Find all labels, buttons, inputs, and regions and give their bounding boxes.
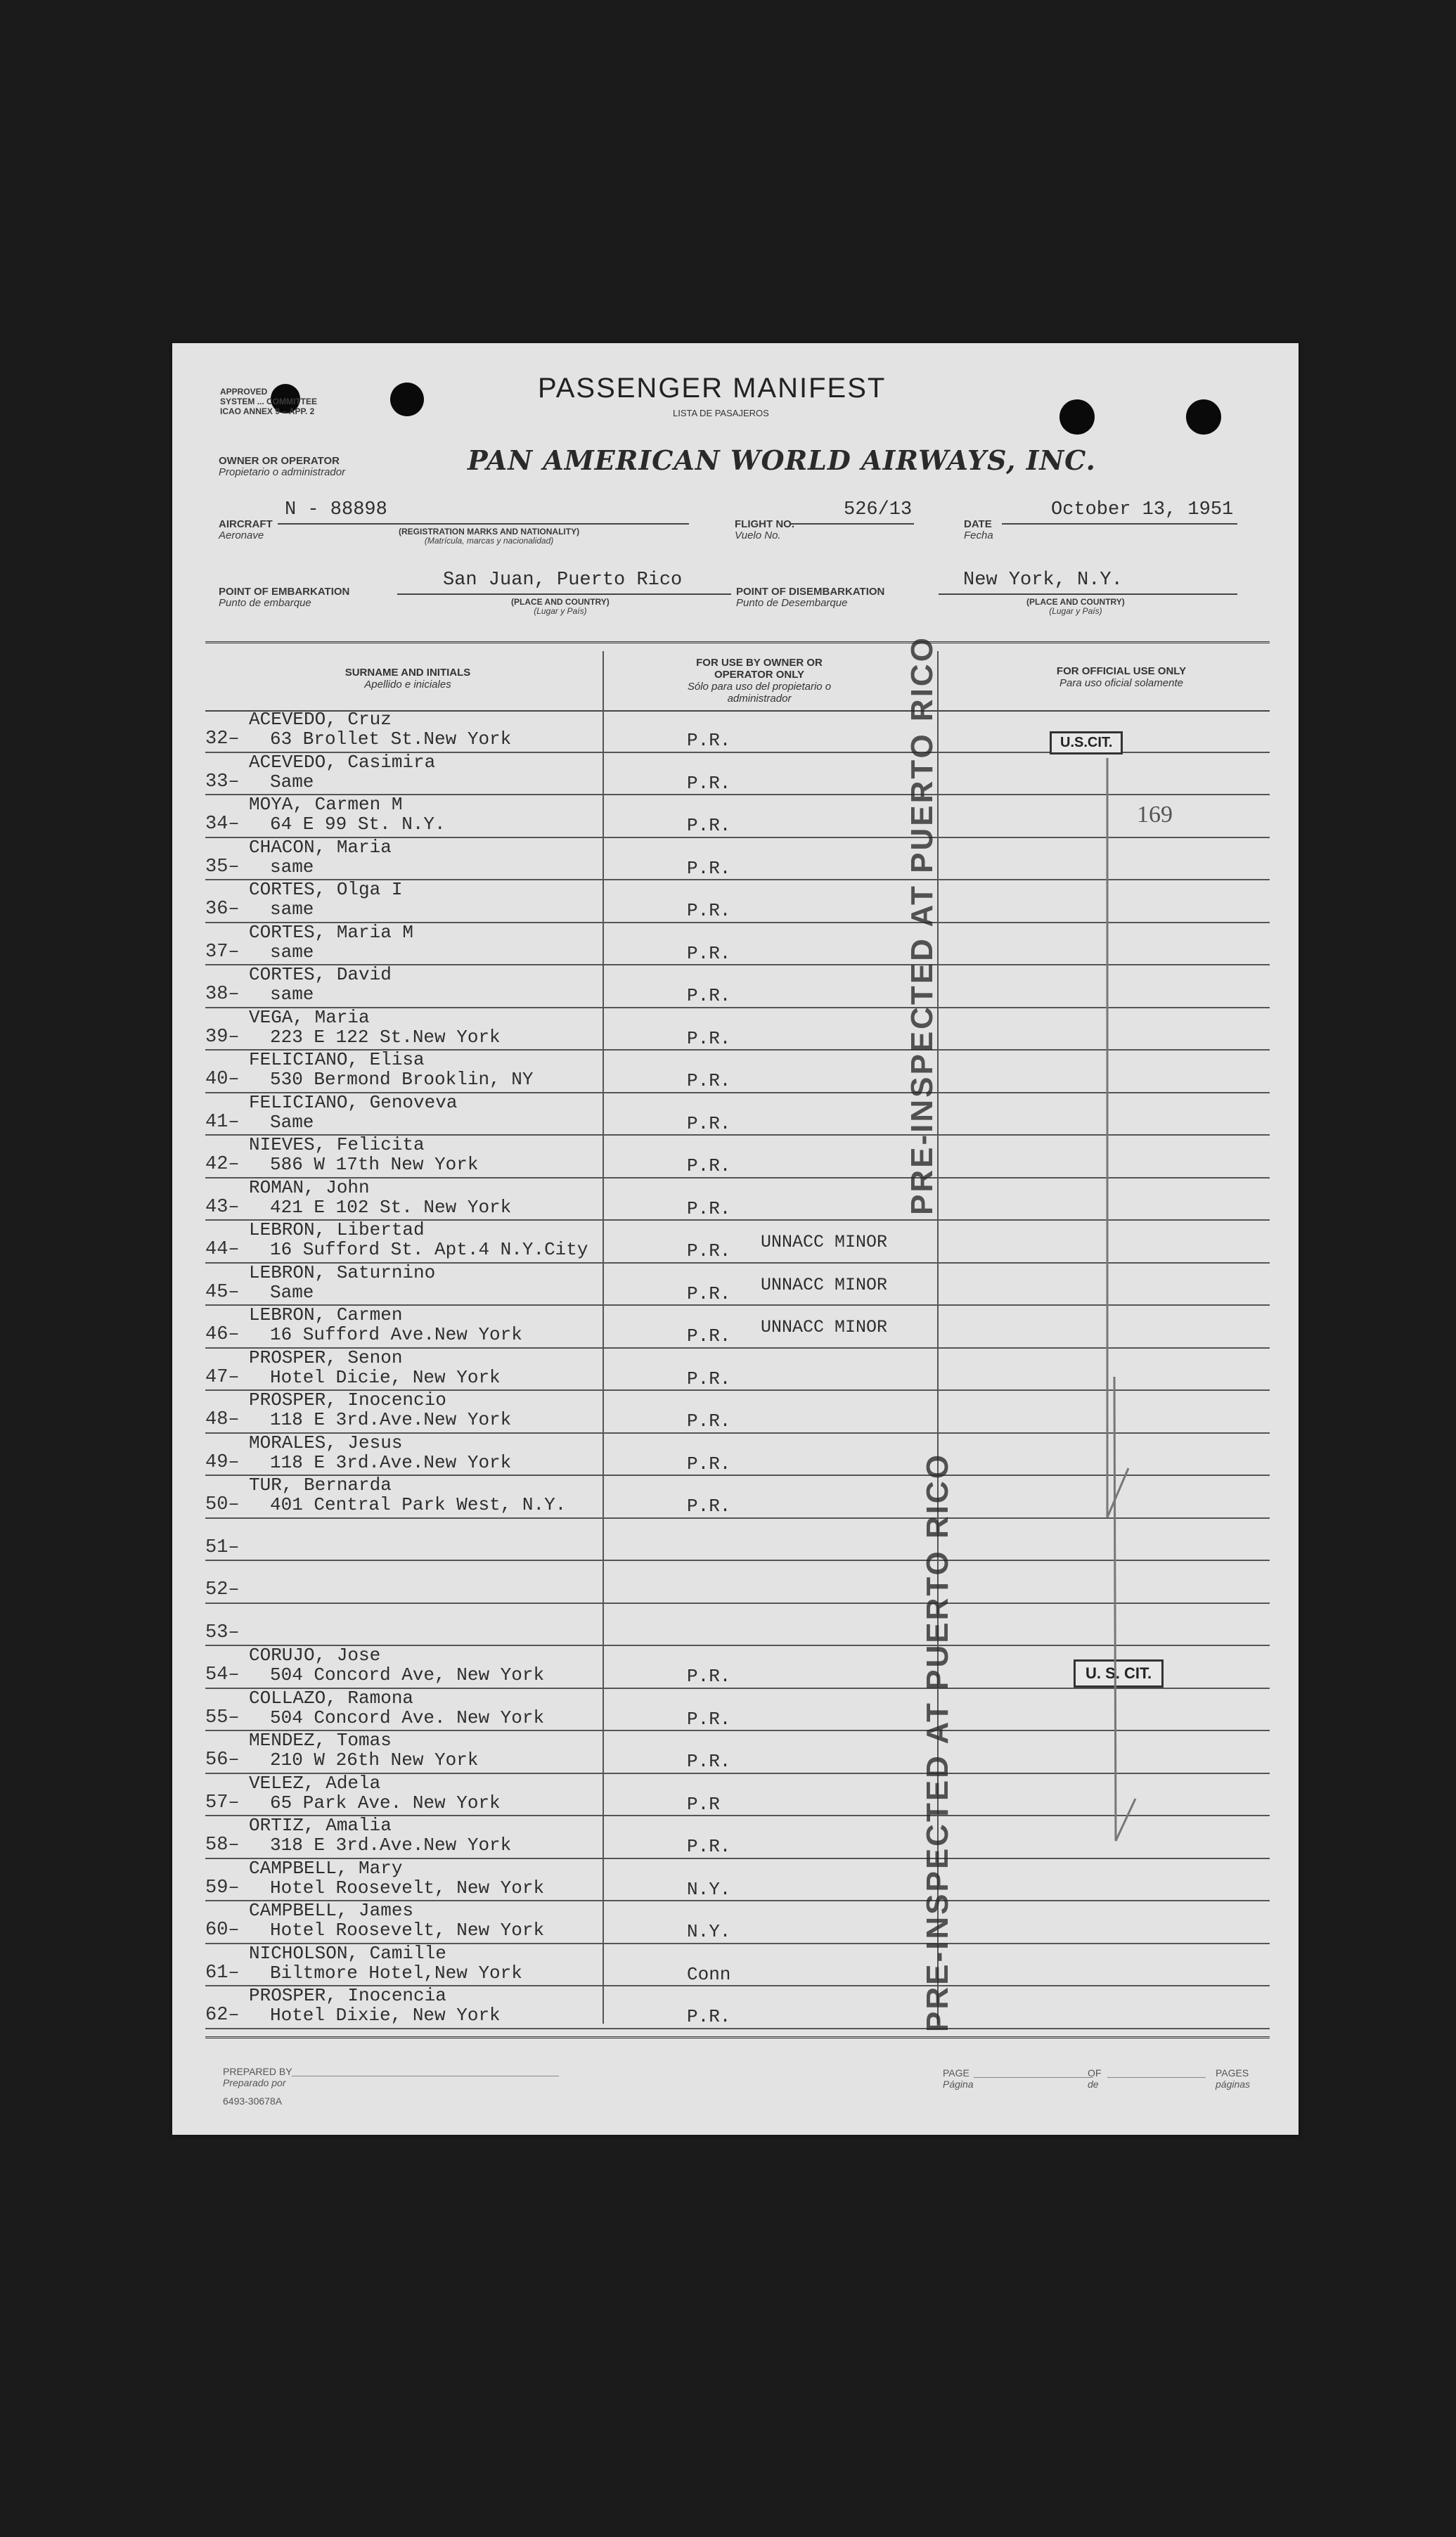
- passenger-name: CORTES, Maria M: [249, 921, 414, 943]
- row-number: 59–: [205, 1877, 240, 1899]
- owner-use-value: N.Y.: [687, 1878, 731, 1900]
- passenger-name: CORUJO, Jose: [249, 1645, 381, 1666]
- row-number: 51–: [205, 1536, 240, 1558]
- row-number: 58–: [205, 1835, 240, 1856]
- date-value: October 13, 1951: [1051, 499, 1234, 520]
- passenger-name: CAMPBELL, James: [249, 1900, 414, 1921]
- aircraft-value: N - 88898: [285, 499, 387, 520]
- row-number: 44–: [205, 1239, 240, 1260]
- row-number: 43–: [205, 1196, 240, 1218]
- owner-use-value: P.R.: [687, 1325, 731, 1347]
- passenger-name: CORTES, David: [249, 964, 392, 985]
- row-number: 38–: [205, 984, 240, 1005]
- row-number: 60–: [205, 1920, 240, 1941]
- table-row: [205, 1901, 1270, 1944]
- passenger-name: VEGA, Maria: [249, 1006, 370, 1028]
- passenger-address: Hotel Roosevelt, New York: [270, 1877, 545, 1899]
- row-number: 54–: [205, 1664, 240, 1685]
- table-top-rule: [205, 641, 1270, 643]
- date-label: DATE Fecha: [964, 518, 993, 541]
- table-row: [205, 1986, 1270, 2029]
- passenger-address: 65 Park Ave. New York: [270, 1792, 501, 1813]
- row-number: 40–: [205, 1069, 240, 1090]
- date-underline: [1002, 523, 1237, 525]
- disembark-underline: [939, 593, 1237, 595]
- passenger-address: 63 Brollet St.New York: [270, 728, 512, 750]
- passenger-address: same: [270, 856, 314, 878]
- of-label: OF de: [1088, 2067, 1102, 2090]
- row-number: 36–: [205, 899, 240, 920]
- page-line: [974, 2077, 1093, 2078]
- owner-use-value: P.R.: [687, 815, 731, 836]
- row-number: 46–: [205, 1324, 240, 1345]
- passenger-name: MENDEZ, Tomas: [249, 1730, 392, 1751]
- table-bottom-rule: [205, 2036, 1270, 2038]
- passenger-address: 223 E 122 St.New York: [270, 1026, 501, 1048]
- passenger-address: 16 Sufford Ave.New York: [270, 1324, 522, 1345]
- aircraft-underline: [278, 523, 689, 525]
- passenger-address: 504 Concord Ave. New York: [270, 1707, 545, 1728]
- owner-use-value: P.R.: [687, 1240, 731, 1261]
- owner-use-value: Conn: [687, 1963, 731, 1985]
- passenger-address: 210 W 26th New York: [270, 1749, 479, 1771]
- punch-hole: [390, 383, 424, 416]
- owner-use-value: P.R.: [687, 985, 731, 1006]
- punch-hole: [1059, 399, 1095, 435]
- owner-use-value: P.R.: [687, 1708, 731, 1730]
- punch-hole: [1186, 399, 1221, 435]
- row-number: 61–: [205, 1962, 240, 1984]
- row-number: 42–: [205, 1154, 240, 1175]
- preinspected-stamp: PRE-INSPECTED AT PUERTO RICO: [920, 1453, 955, 2032]
- row-rule: [205, 2028, 1270, 2029]
- passenger-name: LEBRON, Libertad: [249, 1219, 425, 1240]
- passenger-name: COLLAZO, Ramona: [249, 1687, 414, 1709]
- passenger-name: LEBRON, Carmen: [249, 1304, 403, 1325]
- preinspected-stamp: PRE-INSPECTED AT PUERTO RICO: [905, 636, 939, 1215]
- passenger-address: Same: [270, 1281, 314, 1303]
- row-number: 57–: [205, 1792, 240, 1813]
- embark-place-note: (PLACE AND COUNTRY) (Lugar y País): [511, 597, 610, 616]
- passenger-address: 401 Central Park West, N.Y.: [270, 1494, 567, 1515]
- passenger-name: FELICIANO, Genoveva: [249, 1091, 458, 1113]
- flight-label: FLIGHT NO. Vuelo No.: [735, 518, 794, 541]
- us-citizen-stamp: U.S.CIT.: [1050, 731, 1123, 754]
- owner-use-value: P.R.: [687, 1283, 731, 1304]
- row-number: 39–: [205, 1026, 240, 1048]
- owner-use-value: P.R.: [687, 1368, 731, 1389]
- prepared-by-label: PREPARED BY Preparado por 6493-30678A: [223, 2066, 292, 2107]
- passenger-name: NIEVES, Felicita: [249, 1134, 425, 1155]
- owner-use-value: P.R.: [687, 772, 731, 794]
- passenger-address: 421 E 102 St. New York: [270, 1196, 512, 1218]
- passenger-name: CORTES, Olga I: [249, 879, 403, 900]
- owner-use-value: P.R.: [687, 1836, 731, 1857]
- passenger-address: 504 Concord Ave, New York: [270, 1664, 545, 1685]
- passenger-address: Same: [270, 771, 314, 792]
- passenger-name: ACEVEDO, Cruz: [249, 709, 392, 730]
- table-row: [205, 1944, 1270, 1987]
- passenger-address: 318 E 3rd.Ave.New York: [270, 1835, 512, 1856]
- owner-use-value: P.R.: [687, 1197, 731, 1219]
- passenger-name: CAMPBELL, Mary: [249, 1857, 403, 1879]
- passenger-address: Biltmore Hotel,New York: [270, 1962, 522, 1984]
- remark: UNNACC MINOR: [761, 1274, 888, 1295]
- owner-use-value: P.R.: [687, 2006, 731, 2027]
- row-number: 48–: [205, 1409, 240, 1430]
- column-header-official: FOR OFFICIAL USE ONLY Para uso oficial solamente: [1056, 665, 1187, 689]
- row-number: 52–: [205, 1579, 240, 1600]
- remark: UNNACC MINOR: [761, 1232, 888, 1252]
- passenger-name: VELEZ, Adela: [249, 1772, 381, 1794]
- passenger-address: 118 E 3rd.Ave.New York: [270, 1409, 512, 1430]
- row-number: 56–: [205, 1749, 240, 1771]
- row-number: 41–: [205, 1111, 240, 1133]
- row-number: 50–: [205, 1494, 240, 1515]
- of-line: [1107, 2077, 1206, 2078]
- page-subtitle: LISTA DE PASAJEROS: [673, 408, 769, 418]
- row-number: 62–: [205, 2005, 240, 2026]
- passenger-address: 586 W 17th New York: [270, 1154, 479, 1175]
- passenger-address: 118 E 3rd.Ave.New York: [270, 1451, 512, 1473]
- manifest-sheet: [172, 343, 1299, 2135]
- embark-label: POINT OF EMBARKATION Punto de embarque: [219, 586, 350, 609]
- row-number: 53–: [205, 1621, 240, 1643]
- passenger-address: Hotel Dixie, New York: [270, 2005, 501, 2026]
- passenger-name: ROMAN, John: [249, 1176, 370, 1198]
- passenger-name: ORTIZ, Amalia: [249, 1815, 392, 1836]
- disembark-place-note: (PLACE AND COUNTRY) (Lugar y País): [1026, 597, 1125, 616]
- passenger-address: same: [270, 899, 314, 920]
- passenger-name: FELICIANO, Elisa: [249, 1049, 425, 1070]
- embark-value: San Juan, Puerto Rico: [443, 570, 683, 591]
- passenger-address: 16 Sufford St. Apt.4 N.Y.City: [270, 1239, 588, 1260]
- flight-underline: [791, 523, 914, 525]
- disembark-label: POINT OF DISEMBARKATION Punto de Desembarque: [736, 586, 885, 609]
- owner-use-value: N.Y.: [687, 1921, 731, 1942]
- passenger-name: ACEVEDO, Casimira: [249, 751, 436, 773]
- owner-label: OWNER OR OPERATOR Propietario o administrador: [219, 455, 346, 478]
- row-number: 33–: [205, 771, 240, 792]
- passenger-address: Hotel Roosevelt, New York: [270, 1920, 545, 1941]
- row-number: 49–: [205, 1451, 240, 1473]
- us-citizen-stamp: U. S. CIT.: [1074, 1659, 1164, 1688]
- passenger-name: MORALES, Jesus: [249, 1432, 403, 1453]
- page-label: PAGE Página: [943, 2067, 974, 2090]
- aircraft-note: (REGISTRATION MARKS AND NATIONALITY) (Matrícula, marcas y nacionalidad): [399, 527, 580, 546]
- remark: UNNACC MINOR: [761, 1317, 888, 1337]
- passenger-name: CHACON, Maria: [249, 836, 392, 858]
- row-number: 32–: [205, 728, 240, 750]
- owner-use-value: P.R.: [687, 900, 731, 921]
- owner-use-value: P.R.: [687, 942, 731, 964]
- passenger-address: same: [270, 984, 314, 1005]
- passenger-address: 530 Bermond Brooklin, NY: [270, 1069, 534, 1090]
- form-approval-note: APPROVED SYSTEM ... COMMITTEE ICAO ANNEX 9 – APP. 2: [220, 387, 318, 416]
- pencil-check-mark: [1065, 758, 1149, 1883]
- column-header-name: SURNAME AND INITIALS Apellido e iniciales: [344, 667, 471, 691]
- disembark-value: New York, N.Y.: [963, 570, 1123, 591]
- owner-use-value: P.R.: [687, 1155, 731, 1176]
- passenger-name: MOYA, Carmen M: [249, 794, 403, 815]
- row-number: 37–: [205, 941, 240, 963]
- aircraft-label: AIRCRAFT Aeronave: [219, 518, 273, 541]
- passenger-address: Same: [270, 1111, 314, 1133]
- owner-use-value: P.R.: [687, 857, 731, 879]
- owner-use-value: P.R.: [687, 730, 731, 751]
- passenger-name: TUR, Bernarda: [249, 1475, 392, 1496]
- owner-use-value: P.R.: [687, 1070, 731, 1091]
- passenger-count: 169: [1137, 802, 1173, 828]
- owner-use-value: P.R.: [687, 1666, 731, 1687]
- column-header-owner: FOR USE BY OWNER OR OPERATOR ONLY Sólo para uso del propietario o administrador: [687, 657, 832, 705]
- owner-use-value: P.R.: [687, 1453, 731, 1475]
- pages-label: PAGES páginas: [1216, 2067, 1251, 2090]
- owner-use-value: P.R: [687, 1793, 720, 1815]
- passenger-name: PROSPER, Senon: [249, 1347, 403, 1368]
- passenger-address: Hotel Dicie, New York: [270, 1366, 501, 1388]
- row-number: 47–: [205, 1366, 240, 1388]
- owner-use-value: P.R.: [687, 1027, 731, 1049]
- owner-use-value: P.R.: [687, 1496, 731, 1517]
- row-number: 35–: [205, 856, 240, 878]
- flight-number: 526/13: [844, 499, 913, 520]
- airline-name: PAN AMERICAN WORLD AIRWAYS, INC.: [468, 444, 1096, 476]
- passenger-address: 64 E 99 St. N.Y.: [270, 814, 446, 835]
- row-number: 55–: [205, 1707, 240, 1728]
- embark-underline: [397, 593, 731, 595]
- row-number: 34–: [205, 814, 240, 835]
- owner-use-value: P.R.: [687, 1751, 731, 1772]
- passenger-name: LEBRON, Saturnino: [249, 1261, 436, 1283]
- row-number: 45–: [205, 1281, 240, 1303]
- owner-use-value: P.R.: [687, 1112, 731, 1134]
- owner-use-value: P.R.: [687, 1411, 731, 1432]
- page-title: PASSENGER MANIFEST: [538, 373, 887, 404]
- passenger-name: PROSPER, Inocencio: [249, 1389, 446, 1411]
- passenger-name: NICHOLSON, Camille: [249, 1942, 446, 1964]
- passenger-address: same: [270, 941, 314, 963]
- passenger-name: PROSPER, Inocencia: [249, 1985, 446, 2006]
